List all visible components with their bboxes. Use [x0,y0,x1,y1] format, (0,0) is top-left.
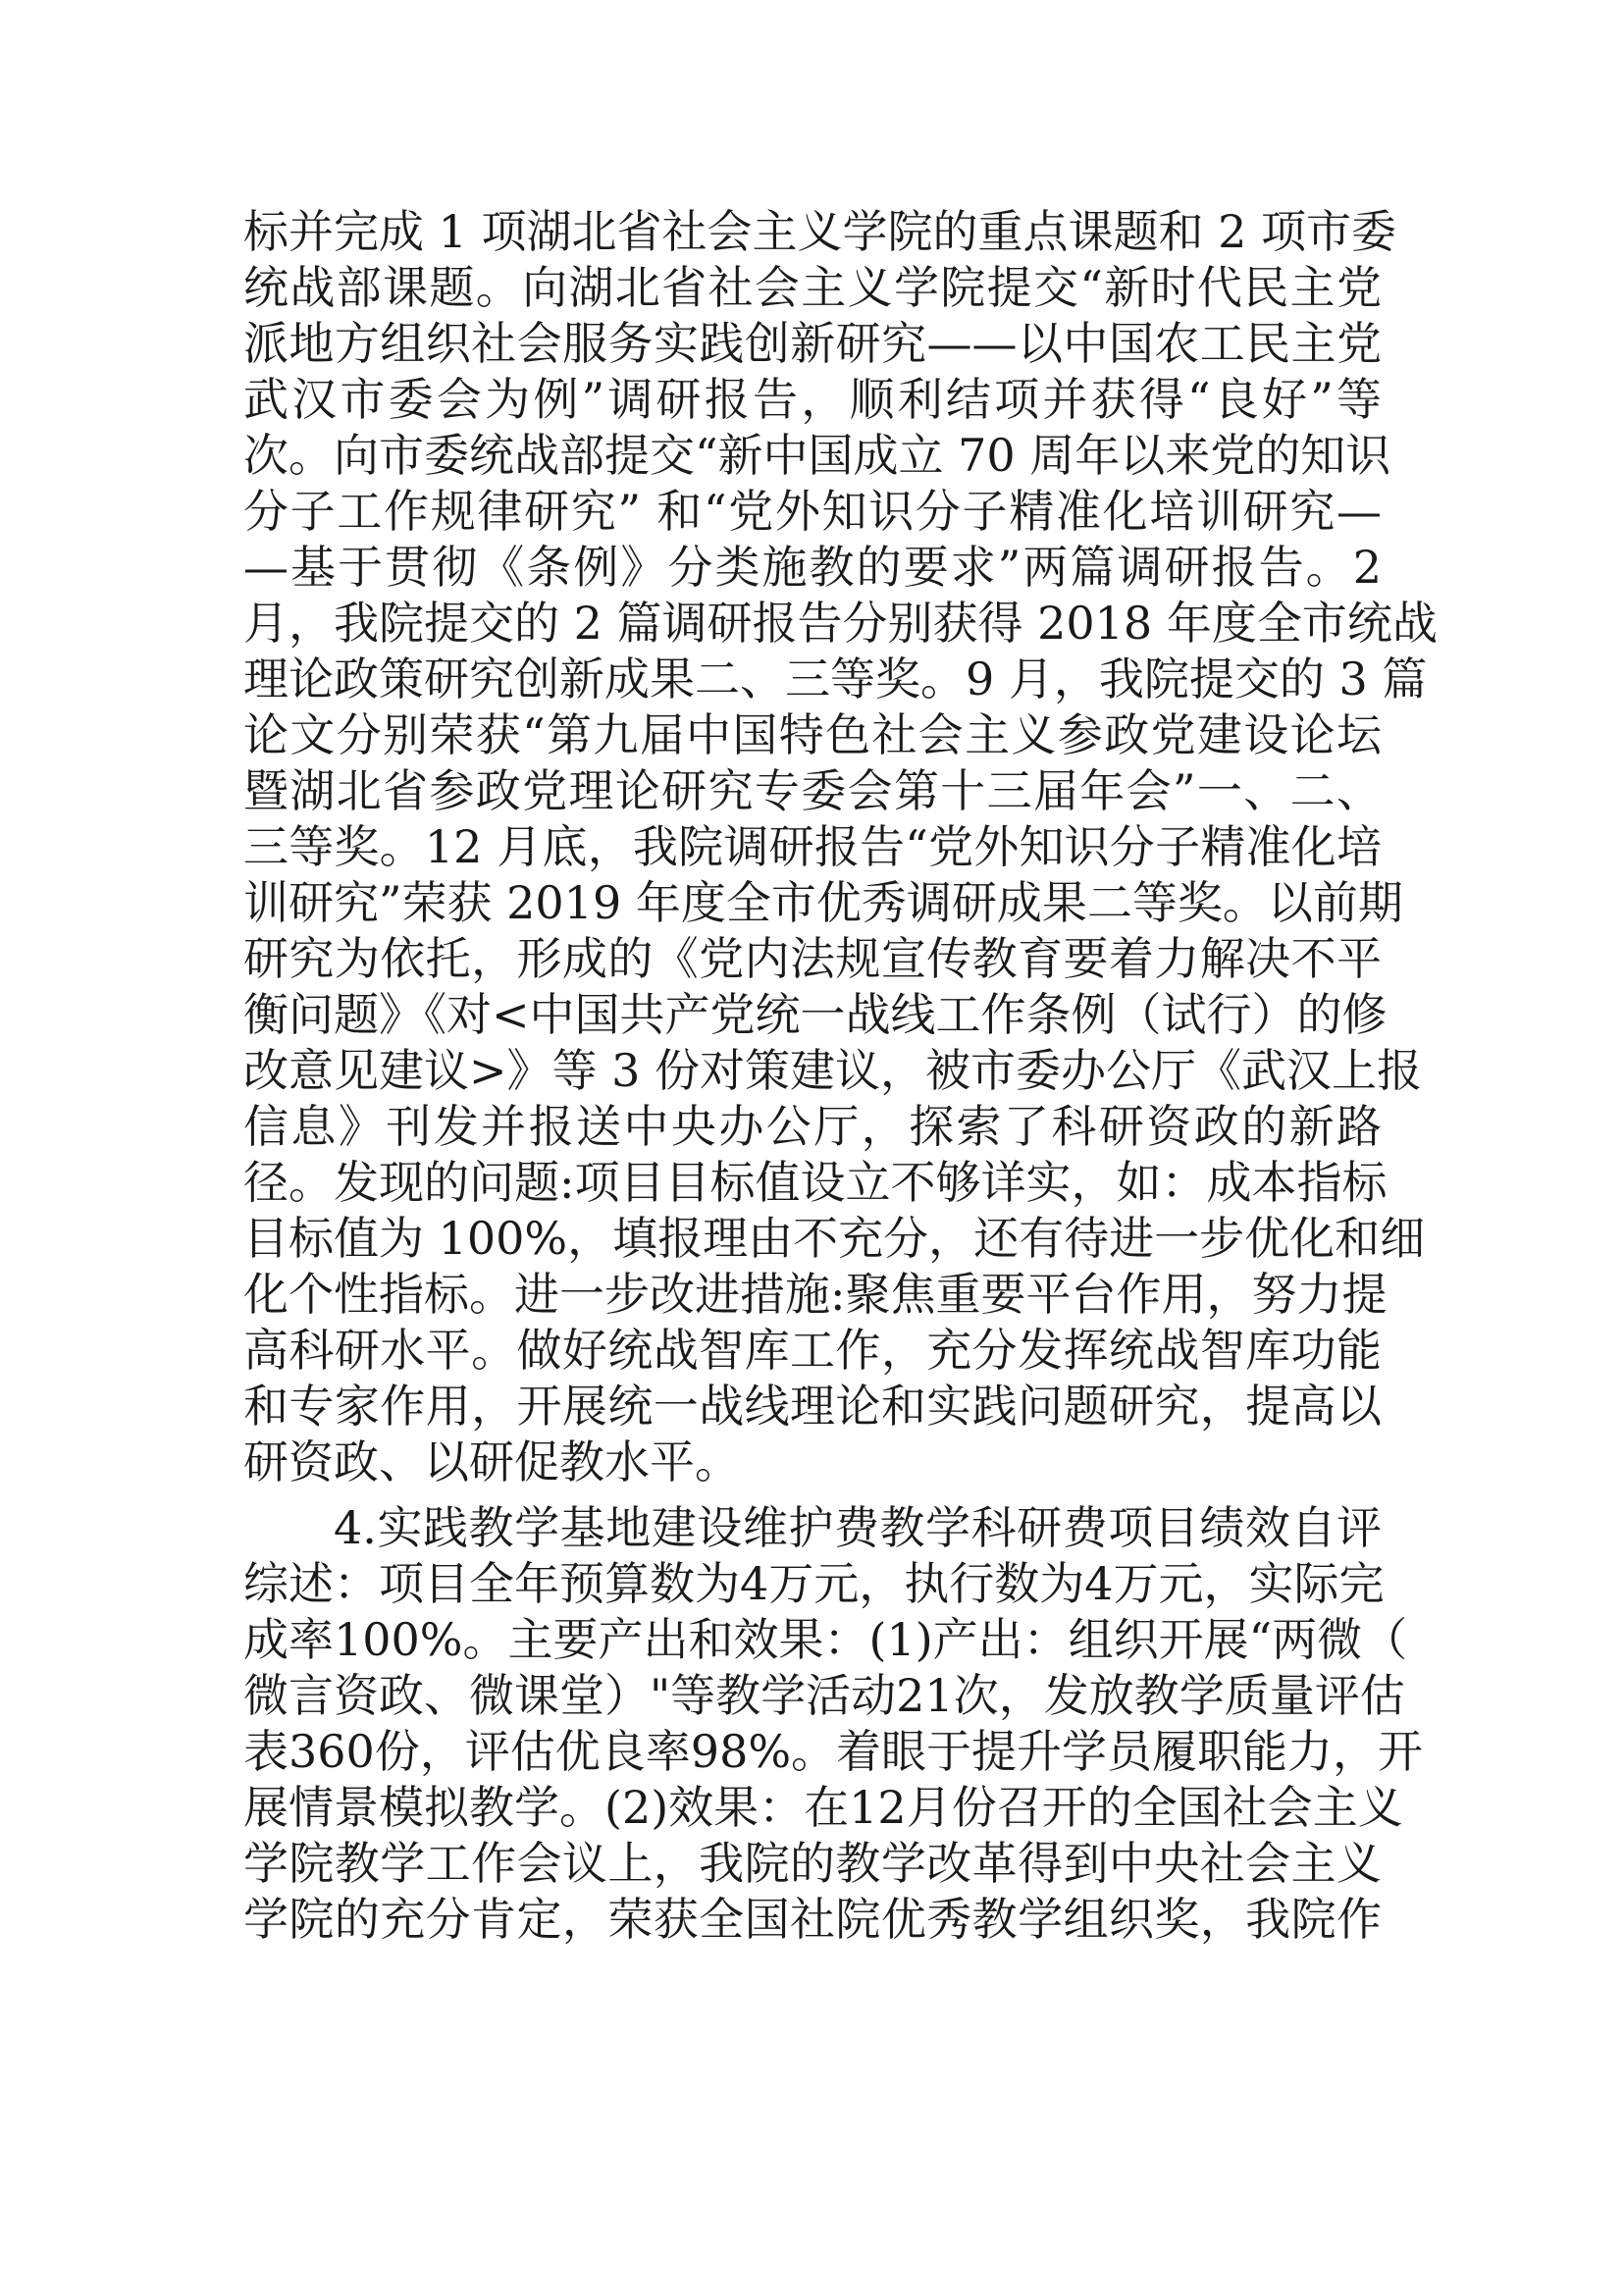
text-line: 目标值为 100%，填报理由不充分，还有待进一步优化和细 [243,1212,1426,1265]
text-line: 化个性指标。进一步改进措施:聚焦重要平台作用，努力提 [243,1268,1388,1321]
text-line: 分子工作规律研究” 和“党外知识分子精准化培训研究— [243,485,1382,538]
text-line: 径。发现的问题:项目目标值设立不够详实，如：成本指标 [243,1156,1388,1209]
text-line: 4.实践教学基地建设维护费教学科研费项目绩效自评 [334,1501,1382,1554]
text-line: 统战部课题。向湖北省社会主义学院提交“新时代民主党 [243,261,1382,314]
text-line: 武汉市委会为例”调研报告，顺利结项并获得“良好”等 [243,373,1382,426]
text-line: 论文分别荣获“第九届中国特色社会主义参政党建设论坛 [243,708,1382,761]
text-line: 学院的充分肯定，荣获全国社院优秀教学组织奖，我院作 [243,1893,1382,1946]
text-line: 衡问题》《对<中国共产党统一战线工作条例（试行）的修 [243,988,1388,1041]
text-line: 学院教学工作会议上，我院的教学改革得到中央社会主义 [243,1837,1382,1890]
text-line: 研资政、以研促教水平。 [243,1435,740,1488]
text-line: 展情景模拟教学。(2)效果：在12月份召开的全国社会主义 [243,1781,1403,1834]
text-line: 训研究”荣获 2019 年度全市优秀调研成果二等奖。以前期 [243,876,1403,929]
paragraph-2 [243,1500,1424,1948]
text-line: 高科研水平。做好统战智库工作，充分发挥统战智库功能 [243,1324,1382,1377]
paragraph-1 [243,204,1438,1490]
text-line: —基于贯彻《条例》分类施教的要求”两篇调研报告。2 [243,541,1382,594]
text-line: 三等奖。12 月底，我院调研报告“党外知识分子精准化培 [243,820,1382,873]
text-line: 表360份，评估优良率98%。着眼于提升学员履职能力，开 [243,1725,1424,1778]
text-line: 微言资政、微课堂）"等教学活动21次，发放教学质量评估 [243,1669,1405,1722]
text-line: 标并完成 1 项湖北省社会主义学院的重点课题和 2 项市委 [243,205,1397,258]
text-line: 成率100%。主要产出和效果：(1)产出：组织开展“两微（ [243,1613,1408,1666]
text-line: 改意见建议>》等 3 份对策建议，被市委办公厅《武汉上报 [243,1044,1423,1097]
text-line: 派地方组织社会服务实践创新研究——以中国农工民主党 [243,317,1382,370]
text-line: 月，我院提交的 2 篇调研报告分别获得 2018 年度全市统战 [243,597,1438,650]
document-body [243,204,1438,1948]
text-line: 研究为依托，形成的《党内法规宣传教育要着力解决不平 [243,932,1382,985]
paragraph-gap [243,1490,1382,1500]
text-line: 和专家作用，开展统一战线理论和实践问题研究，提高以 [243,1380,1382,1433]
text-line: 次。向市委统战部提交“新中国成立 70 周年以来党的知识 [243,429,1391,482]
text-line: 综述：项目全年预算数为4万元，执行数为4万元，实际完 [243,1557,1385,1610]
text-line: 信息》刊发并报送中央办公厅，探索了科研资政的新路 [243,1100,1382,1153]
text-line: 暨湖北省参政党理论研究专委会第十三届年会”一、二、 [243,764,1382,817]
text-line: 理论政策研究创新成果二、三等奖。9 月，我院提交的 3 篇 [243,652,1428,705]
